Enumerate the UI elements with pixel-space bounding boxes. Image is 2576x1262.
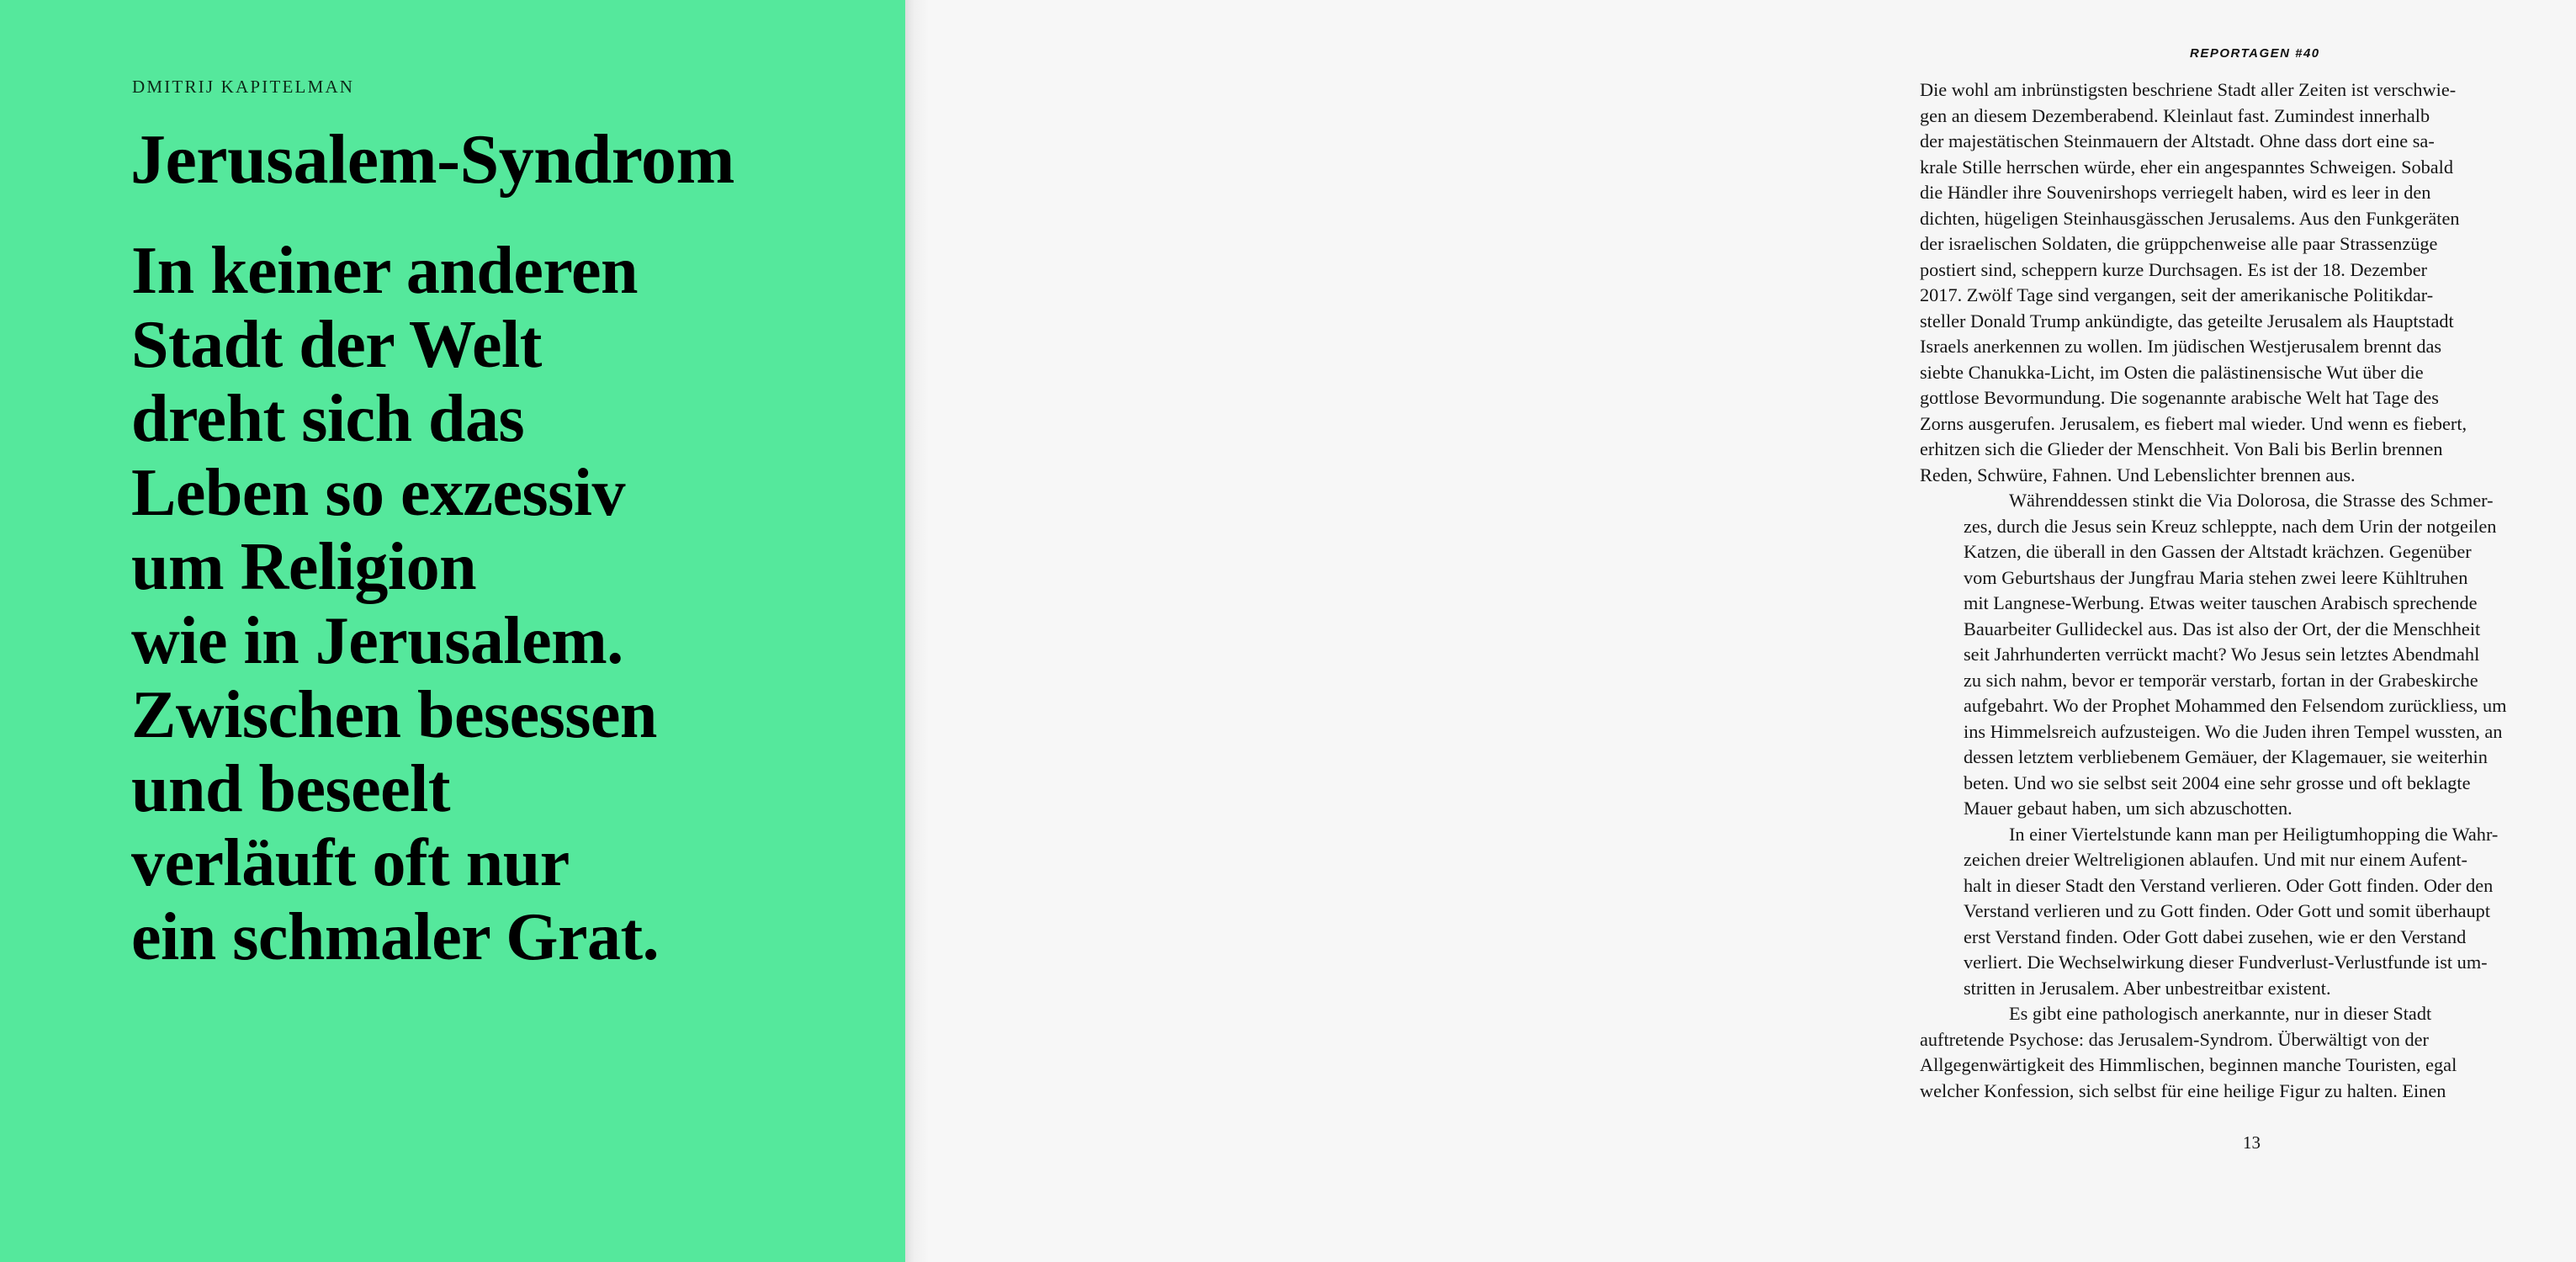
lede-line: und beseelt [131, 752, 450, 826]
body-line: siebte Chanukka-Licht, im Osten die palästinensische Wut über die [1920, 361, 2424, 383]
body-line: erhitzen sich die Glieder der Menschheit. Von Bali bis Berlin brennen [1920, 438, 2443, 459]
article-lede [131, 234, 659, 974]
body-line: mit Langnese-Werbung. Etwas weiter tauschen Arabisch sprechende [1964, 592, 2478, 613]
article-title: Jerusalem-Syndrom [130, 120, 734, 199]
body-line: auftretende Psychose: das Jerusalem-Syndrom. Überwältigt von der [1920, 1028, 2429, 1050]
body-text [1920, 77, 2576, 1104]
body-line: vom Geburtshaus der Jungfrau Maria stehen zwei leere Kühltruhen [1964, 566, 2468, 588]
body-line: seit Jahrhunderten verrückt macht? Wo Jesus sein letztes Abendmahl [1964, 644, 2480, 665]
left-page [0, 0, 905, 1262]
body-line: dichten, hügeligen Steinhausgässchen Jerusalems. Aus den Funkgeräten [1920, 207, 2460, 229]
body-line: erst Verstand finden. Oder Gott dabei zusehen, wie er den Verstand [1964, 925, 2467, 947]
body-line: Israels anerkennen zu wollen. Im jüdischen Westjerusalem brennt das [1920, 336, 2442, 357]
body-line: der israelischen Soldaten, die grüppchenweise alle paar Strassenzüge [1920, 233, 2438, 254]
lede-line: Stadt der Welt [131, 308, 542, 382]
body-line: In einer Viertelstunde kann man per Heiligtumhopping die Wahr- [2009, 823, 2499, 845]
body-line: steller Donald Trump ankündigte, das geteilte Jerusalem als Hauptstadt [1920, 310, 2454, 331]
body-line: aufgebahrt. Wo der Prophet Mohammed den Felsendom zurückliess, um [1964, 695, 2507, 716]
body-line: die Händler ihre Souvenirshops verriegelt haben, wird es leer in den [1920, 182, 2431, 203]
lede-line: Leben so exzessiv [131, 456, 626, 530]
body-line: Es gibt eine pathologisch anerkannte, nur in dieser Stadt [2009, 1003, 2432, 1024]
body-line: der majestätischen Steinmauern der Altstadt. Ohne dass dort eine sa- [1920, 130, 2435, 151]
body-line: beten. Und wo sie selbst seit 2004 eine sehr grosse und oft beklagte [1964, 772, 2471, 793]
body-line: zu sich nahm, bevor er temporär verstarb, fortan in der Grabeskirche [1964, 669, 2478, 691]
body-line: gen an diesem Dezemberabend. Kleinlaut fast. Zumindest innerhalb [1920, 104, 2430, 126]
body-line: Reden, Schwüre, Fahnen. Und Lebenslichter brennen aus. [1920, 464, 2356, 485]
body-line: 2017. Zwölf Tage sind vergangen, seit der amerikanische Politikdar- [1920, 284, 2434, 305]
body-line: stritten in Jerusalem. Aber unbestreitbar existent. [1964, 977, 2331, 999]
lede-line: wie in Jerusalem. [131, 604, 623, 678]
body-line: postiert sind, scheppern kurze Durchsagen. Es ist der 18. Dezember [1920, 258, 2428, 280]
body-line: Zorns ausgerufen. Jerusalem, es fiebert mal wieder. Und wenn es fiebert, [1920, 412, 2467, 434]
body-line: Mauer gebaut haben, um sich abzuschotten. [1964, 798, 2292, 819]
lede-line: ein schmaler Grat. [131, 900, 660, 974]
body-line: welcher Konfession, sich selbst für eine heilige Figur zu halten. Einen [1920, 1079, 2446, 1101]
body-line: dessen letztem verbliebenem Gemäuer, der Klagemauer, sie weiterhin [1964, 746, 2488, 767]
lede-line: um Religion [131, 530, 477, 604]
body-line: Katzen, die überall in den Gassen der Altstadt krächzen. Gegenüber [1964, 541, 2472, 562]
body-line: zes, durch die Jesus sein Kreuz schleppte, nach dem Urin der notgeilen [1964, 515, 2497, 537]
body-line: Allgegenwärtigkeit des Himmlischen, beginnen manche Touristen, egal [1920, 1054, 2457, 1075]
body-line: verliert. Die Wechselwirkung dieser Fundverlust-Verlustfunde ist um- [1964, 952, 2488, 973]
lede-line: dreht sich das [131, 382, 525, 456]
page-number: 13 [2243, 1132, 2261, 1153]
body-line: Die wohl am inbrünstigsten beschriene Stadt aller Zeiten ist verschwie- [1920, 79, 2457, 100]
lede-line: In keiner anderen [131, 234, 638, 308]
author-name: DMITRIJ KAPITELMAN [132, 77, 355, 97]
lede-line: verläuft oft nur [131, 826, 570, 900]
body-line: zeichen dreier Weltreligionen ablaufen. Und mit nur einem Aufent- [1964, 849, 2467, 870]
body-line: ins Himmelsreich aufzusteigen. Wo die Juden ihren Tempel wussten, an [1964, 720, 2503, 742]
body-line: Verstand verlieren und zu Gott finden. Oder Gott und somit überhaupt [1964, 900, 2491, 921]
body-line: halt in dieser Stadt den Verstand verlieren. Oder Gott finden. Oder den [1964, 874, 2494, 896]
body-line: Bauarbeiter Gullideckel aus. Das ist also der Ort, der die Menschheit [1964, 618, 2481, 639]
right-page [905, 0, 2507, 1262]
body-line: Währenddessen stinkt die Via Dolorosa, die Strasse des Schmer- [2009, 490, 2494, 511]
body-line: gottlose Bevormundung. Die sogenannte arabische Welt hat Tage des [1920, 387, 2439, 408]
body-line: krale Stille herrschen würde, eher ein angespanntes Schweigen. Sobald [1920, 156, 2454, 178]
running-head: REPORTAGEN #40 [2190, 46, 2320, 61]
lede-line: Zwischen besessen [131, 678, 657, 752]
